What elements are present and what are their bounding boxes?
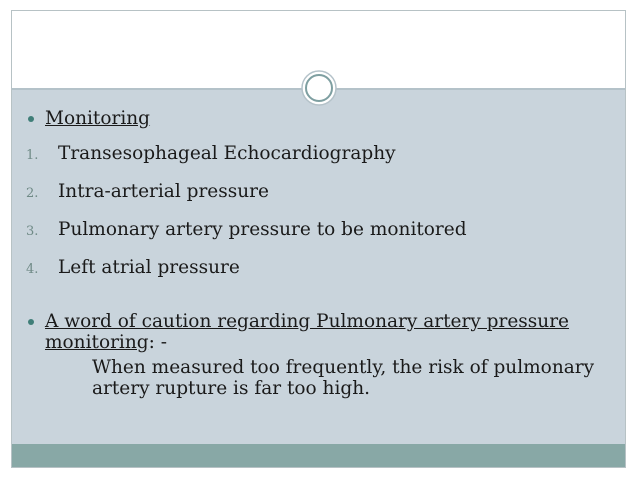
caution-detail: When measured too frequently, the risk of pulmonary artery rupture is far too high. — [92, 357, 595, 399]
item-text: Pulmonary artery pressure to be monitored — [58, 219, 467, 240]
heading-monitoring: Monitoring — [45, 108, 151, 129]
item-number: 3. — [26, 224, 39, 239]
item-number: 1. — [26, 148, 39, 163]
item-text: Intra-arterial pressure — [58, 181, 269, 202]
list-item — [26, 181, 269, 202]
slide-body — [12, 11, 625, 467]
item-number: 4. — [26, 262, 39, 277]
caution-underlined-2: monitoring — [45, 332, 149, 353]
caution-suffix: : - — [148, 332, 167, 353]
caution-heading — [45, 311, 569, 353]
bullet-monitoring — [28, 108, 150, 129]
bullet-icon — [28, 319, 34, 325]
list-item — [26, 257, 240, 278]
bullet-caution — [28, 311, 608, 353]
item-text: Left atrial pressure — [58, 257, 240, 278]
slide — [11, 10, 626, 468]
item-number: 2. — [26, 186, 39, 201]
list-item — [26, 143, 396, 164]
caution-underlined-1: A word of caution regarding Pulmonary artery pressure — [45, 311, 569, 332]
bullet-icon — [28, 116, 34, 122]
list-item — [26, 219, 467, 240]
item-text: Transesophageal Echocardiography — [58, 143, 396, 164]
